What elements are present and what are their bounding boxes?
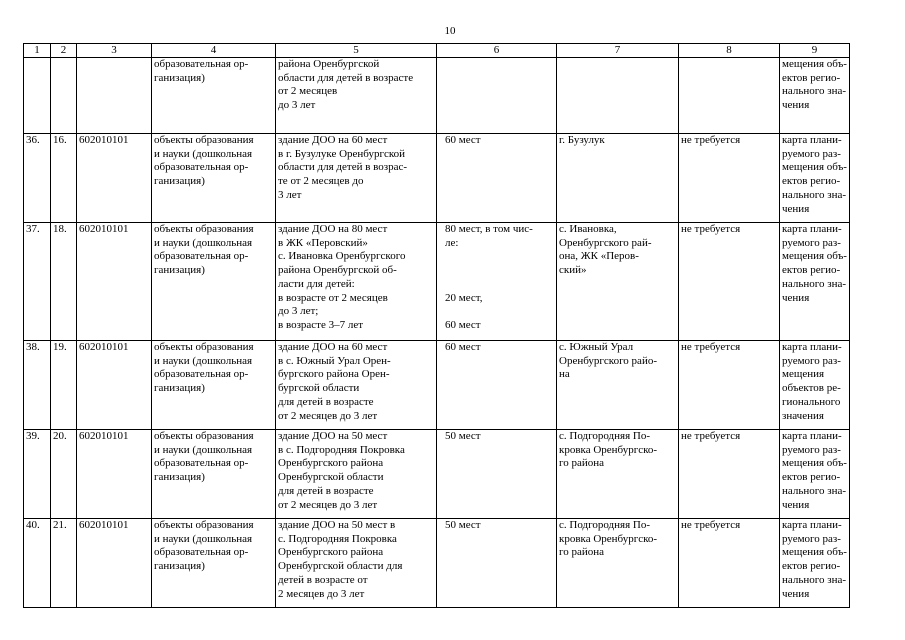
header-cell: 2 bbox=[51, 44, 77, 58]
table-row bbox=[24, 430, 850, 519]
object-type: объекты образования и науки (дошкольная образовательная ор- ганизация) bbox=[152, 223, 276, 341]
table-row bbox=[24, 223, 850, 341]
row-number bbox=[24, 58, 51, 134]
header-cell: 9 bbox=[780, 44, 850, 58]
object-type: объекты образования и науки (дошкольная образовательная ор- ганизация) bbox=[152, 430, 276, 519]
object-code bbox=[77, 58, 152, 134]
capacity: 60 мест bbox=[437, 341, 557, 430]
zone-requirement: не требуется bbox=[679, 430, 780, 519]
header-cell: 5 bbox=[276, 44, 437, 58]
zone-requirement: не требуется bbox=[679, 341, 780, 430]
header-cell: 3 bbox=[77, 44, 152, 58]
location: с. Ивановка, Оренбургского рай- она, ЖК «Перов- ский» bbox=[557, 223, 679, 341]
item-number: 21. bbox=[51, 519, 77, 608]
item-number: 18. bbox=[51, 223, 77, 341]
item-number: 16. bbox=[51, 134, 77, 223]
zone-requirement: не требуется bbox=[679, 519, 780, 608]
capacity: 60 мест bbox=[437, 134, 557, 223]
capacity: 50 мест bbox=[437, 430, 557, 519]
row-number: 39. bbox=[24, 430, 51, 519]
item-number: 19. bbox=[51, 341, 77, 430]
map-reference: карта плани- руемого раз- мещения объ- ектов регио- нального зна- чения bbox=[780, 430, 850, 519]
object-description: здание ДОО на 50 мест в с. Подгородняя Покровка Оренбургского района Оренбургской области для детей в возрасте от 2 месяцев до 3 лет bbox=[276, 430, 437, 519]
header-cell: 6 bbox=[437, 44, 557, 58]
location: с. Южный Урал Оренбургского райо- на bbox=[557, 341, 679, 430]
table-row bbox=[24, 341, 850, 430]
item-number: 20. bbox=[51, 430, 77, 519]
zone-requirement: не требуется bbox=[679, 223, 780, 341]
row-number: 37. bbox=[24, 223, 51, 341]
object-description: района Оренбургской области для детей в возрасте от 2 месяцев до 3 лет bbox=[276, 58, 437, 134]
object-description: здание ДОО на 50 мест в с. Подгородняя Покровка Оренбургского района Оренбургской области для детей в возрасте от 2 месяцев до 3 лет bbox=[276, 519, 437, 608]
map-reference: карта плани- руемого раз- мещения объ- ектов регио- нального зна- чения bbox=[780, 223, 850, 341]
object-type: объекты образования и науки (дошкольная образовательная ор- ганизация) bbox=[152, 134, 276, 223]
map-reference: карта плани- руемого раз- мещения объ- ектов регио- нального зна- чения bbox=[780, 134, 850, 223]
map-reference: мещения объ- ектов регио- нального зна- чения bbox=[780, 58, 850, 134]
table-row bbox=[24, 58, 850, 134]
item-number bbox=[51, 58, 77, 134]
map-reference: карта плани- руемого раз- мещения объектов ре- гионального значения bbox=[780, 341, 850, 430]
zone-requirement: не требуется bbox=[679, 134, 780, 223]
location: с. Подгородняя По- кровка Оренбургско- го района bbox=[557, 519, 679, 608]
location bbox=[557, 58, 679, 134]
page-number: 10 bbox=[444, 25, 456, 37]
object-code: 602010101 bbox=[77, 341, 152, 430]
object-description: здание ДОО на 80 мест в ЖК «Перовский» с. Ивановка Оренбургского района Оренбургской об- ласти для детей: в возрасте от 2 месяцев до 3 лет; в возрасте 3–7 лет bbox=[276, 223, 437, 341]
capacity: 50 мест bbox=[437, 519, 557, 608]
capacity: 80 мест, в том чис- ле: 20 мест, 60 мест bbox=[437, 223, 557, 341]
location: с. Подгородняя По- кровка Оренбургско- го района bbox=[557, 430, 679, 519]
object-description: здание ДОО на 60 мест в г. Бузулуке Оренбургской области для детей в возрас- те от 2 месяцев до 3 лет bbox=[276, 134, 437, 223]
object-type: образовательная ор- ганизация) bbox=[152, 58, 276, 134]
object-code: 602010101 bbox=[77, 223, 152, 341]
table-row bbox=[24, 519, 850, 608]
object-code: 602010101 bbox=[77, 134, 152, 223]
capacity bbox=[437, 58, 557, 134]
map-reference: карта плани- руемого раз- мещения объ- ектов регио- нального зна- чения bbox=[780, 519, 850, 608]
row-number: 38. bbox=[24, 341, 51, 430]
header-cell: 8 bbox=[679, 44, 780, 58]
location: г. Бузулук bbox=[557, 134, 679, 223]
header-cell: 1 bbox=[24, 44, 51, 58]
object-type: объекты образования и науки (дошкольная образовательная ор- ганизация) bbox=[152, 519, 276, 608]
row-number: 36. bbox=[24, 134, 51, 223]
header-row bbox=[24, 44, 850, 58]
zone-requirement bbox=[679, 58, 780, 134]
table-row bbox=[24, 134, 850, 223]
object-code: 602010101 bbox=[77, 430, 152, 519]
data-table bbox=[23, 43, 850, 608]
header-cell: 4 bbox=[152, 44, 276, 58]
header-cell: 7 bbox=[557, 44, 679, 58]
object-code: 602010101 bbox=[77, 519, 152, 608]
object-type: объекты образования и науки (дошкольная образовательная ор- ганизация) bbox=[152, 341, 276, 430]
row-number: 40. bbox=[24, 519, 51, 608]
object-description: здание ДОО на 60 мест в с. Южный Урал Орен- бургского района Орен- бургской области для детей в возрасте от 2 месяцев до 3 лет bbox=[276, 341, 437, 430]
